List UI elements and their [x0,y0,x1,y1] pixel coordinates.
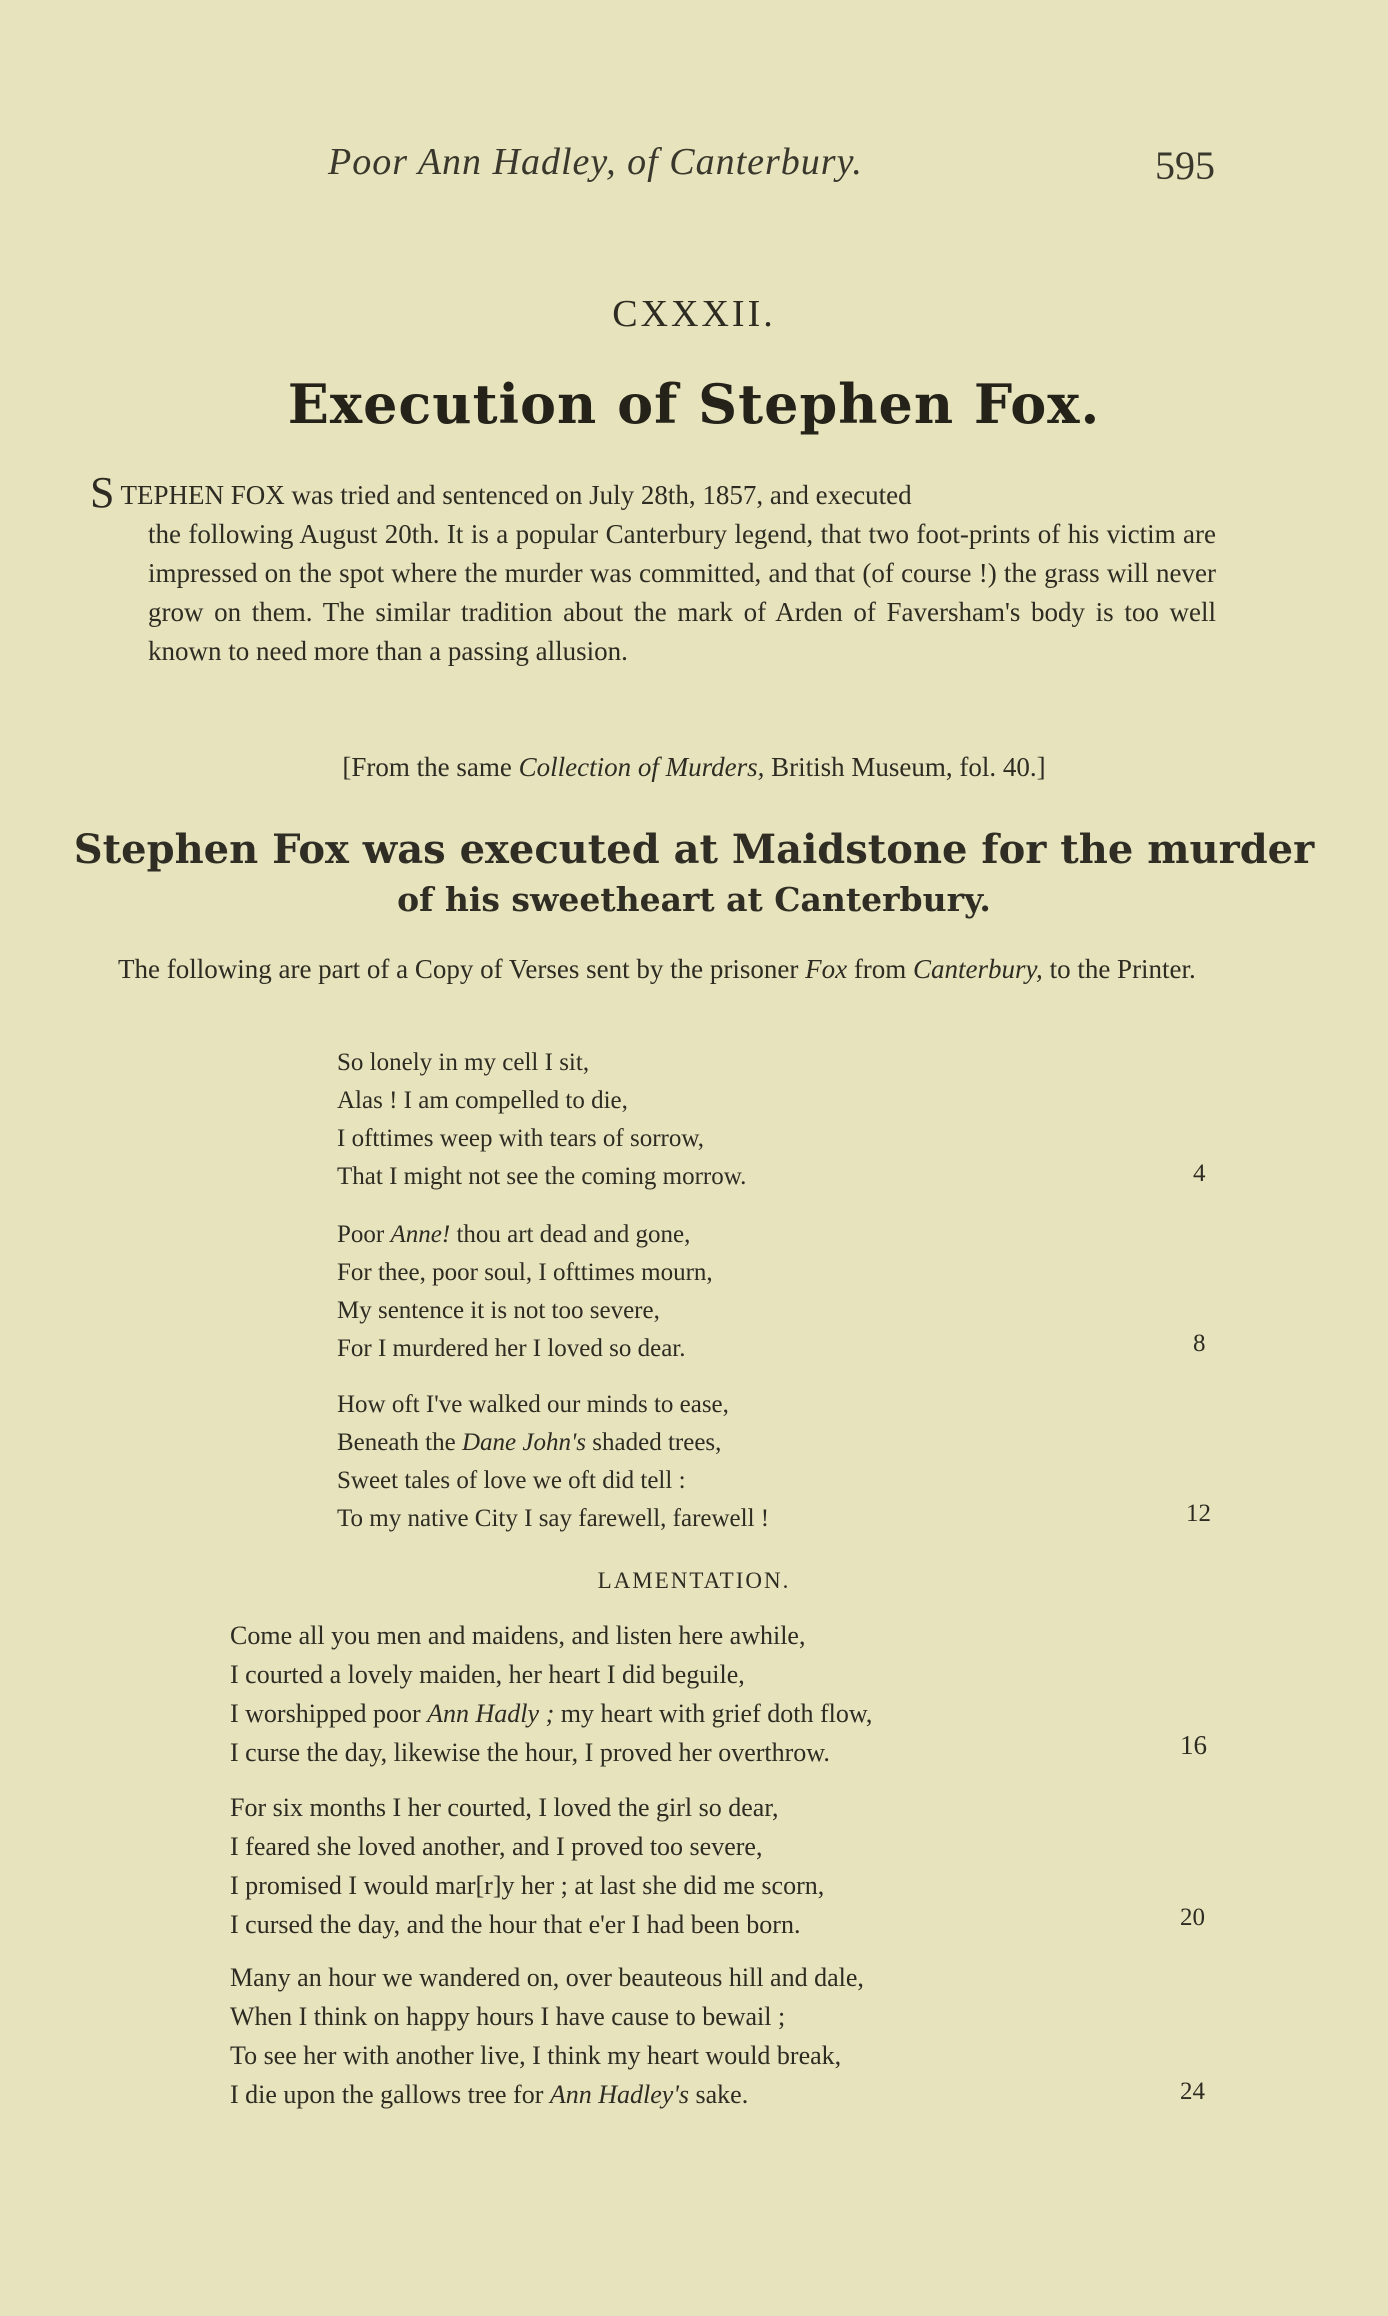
lament-line: I feared she loved another, and I proved too severe, [230,1832,763,1861]
lament-stanza-3 [230,1958,1180,2114]
lament-line [230,1694,1180,1733]
running-head-title: Poor Ann Hadley, of Canterbury. [328,141,863,183]
lament-line [230,2075,1180,2114]
line-number: 24 [1180,2078,1205,2105]
lament-italic: Ann Hadly ; [427,1699,555,1728]
verse-stanza-2 [337,1216,1287,1368]
verse-line: How oft I've walked our minds to ease, [337,1391,729,1418]
lament-line: When I think on happy hours I have cause to bewail ; [230,2002,786,2031]
verse-line: Alas ! I am compelled to die, [337,1087,628,1114]
running-head [0,140,1388,200]
source-italic: Collection of Murders, [518,752,765,782]
verse-line: My sentence it is not too severe, [337,1297,660,1324]
line-number: 12 [1186,1500,1211,1527]
verse-stanza-1 [337,1044,1287,1196]
broadside-subtitle: of his sweetheart at Canterbury. [397,880,991,919]
intro-paragraph [90,468,1217,671]
line-number: 20 [1180,1904,1205,1931]
page-number: 595 [1155,143,1215,188]
source-note [0,752,1388,783]
verse-line: I ofttimes weep with tears of sorrow, [337,1125,705,1152]
verse-text: thou art dead and gone, [450,1221,691,1248]
verse-stanza-3 [337,1386,1287,1538]
source-suffix: British Museum, fol. 40.] [764,752,1046,782]
drop-cap: S [90,468,115,517]
intro-first-line: TEPHEN FOX was tried and sentenced on July 28th, 1857, and executed [120,480,912,510]
lament-line: For six months I her courted, I loved the girl so dear, [230,1793,779,1822]
verse-line: For I murdered her I loved so dear. [337,1335,686,1362]
lamentation-heading: LAMENTATION. [597,1568,791,1593]
lament-text: my heart with grief doth flow, [554,1699,873,1728]
lament-italic: Ann Hadley's [549,2080,689,2109]
intro-rest: It is a popular Canterbury legend, that two foot-prints of his victim are impressed on the spot where the murder was committed, and that (of course !) the grass will never grow on them. The similar tradition about the mark of Arden of Faversham's body is too well known to need more than a passing allusion. [148,519,1217,666]
verse-line [337,1424,1287,1462]
lament-text: sake. [689,2080,749,2109]
verse-line: That I might not see the coming morrow. [337,1163,747,1190]
verse-italic: Dane John's [461,1429,587,1456]
lament-text: I worshipped poor [230,1699,428,1728]
lament-line: I cursed the day, and the hour that e'er I had been born. [230,1910,801,1939]
broadside-title: Stephen Fox was executed at Maidstone for the murder [73,826,1315,873]
prose-part3: to the Printer. [1042,954,1196,984]
prose-part2: from [847,954,914,984]
ballad-title: Execution of Stephen Fox. [287,372,1101,436]
verse-italic: Anne! [390,1221,451,1248]
verse-text: shaded trees, [586,1429,722,1456]
verse-text: Beneath the [337,1429,462,1456]
prose-paragraph [90,950,1216,989]
intro-second-line: the following August 20th. [148,519,440,549]
line-number: 8 [1193,1330,1206,1357]
lament-stanza-2 [230,1788,1180,1944]
line-number: 16 [1180,1730,1207,1760]
lament-stanza-1 [230,1616,1180,1772]
verse-line: To my native City I say farewell, farewell ! [337,1505,770,1532]
lament-line: Many an hour we wandered on, over beauteous hill and dale, [230,1963,864,1992]
lament-line: I curse the day, likewise the hour, I proved her overthrow. [230,1738,830,1767]
prose-canterbury: Canterbury, [913,954,1043,984]
source-prefix: [From the same [342,752,519,782]
lament-line: I courted a lovely maiden, her heart I did beguile, [230,1660,745,1689]
lament-line: Come all you men and maidens, and listen here awhile, [230,1621,806,1650]
verse-line: Sweet tales of love we oft did tell : [337,1467,686,1494]
lament-text: I die upon the gallows tree for [230,2080,550,2109]
verse-text: Poor [337,1221,391,1248]
verse-line: For thee, poor soul, I ofttimes mourn, [337,1259,713,1286]
lament-line: To see her with another live, I think my heart would break, [230,2041,842,2070]
verse-line: So lonely in my cell I sit, [337,1049,590,1076]
ballad-number: CXXXII. [612,293,776,335]
prose-fox: Fox [805,954,848,984]
verse-line [337,1216,1287,1254]
line-number: 4 [1193,1160,1206,1187]
lament-line: I promised I would mar[r]y her ; at last she did me scorn, [230,1871,825,1900]
prose-part1: The following are part of a Copy of Verses sent by the prisoner [118,954,806,984]
